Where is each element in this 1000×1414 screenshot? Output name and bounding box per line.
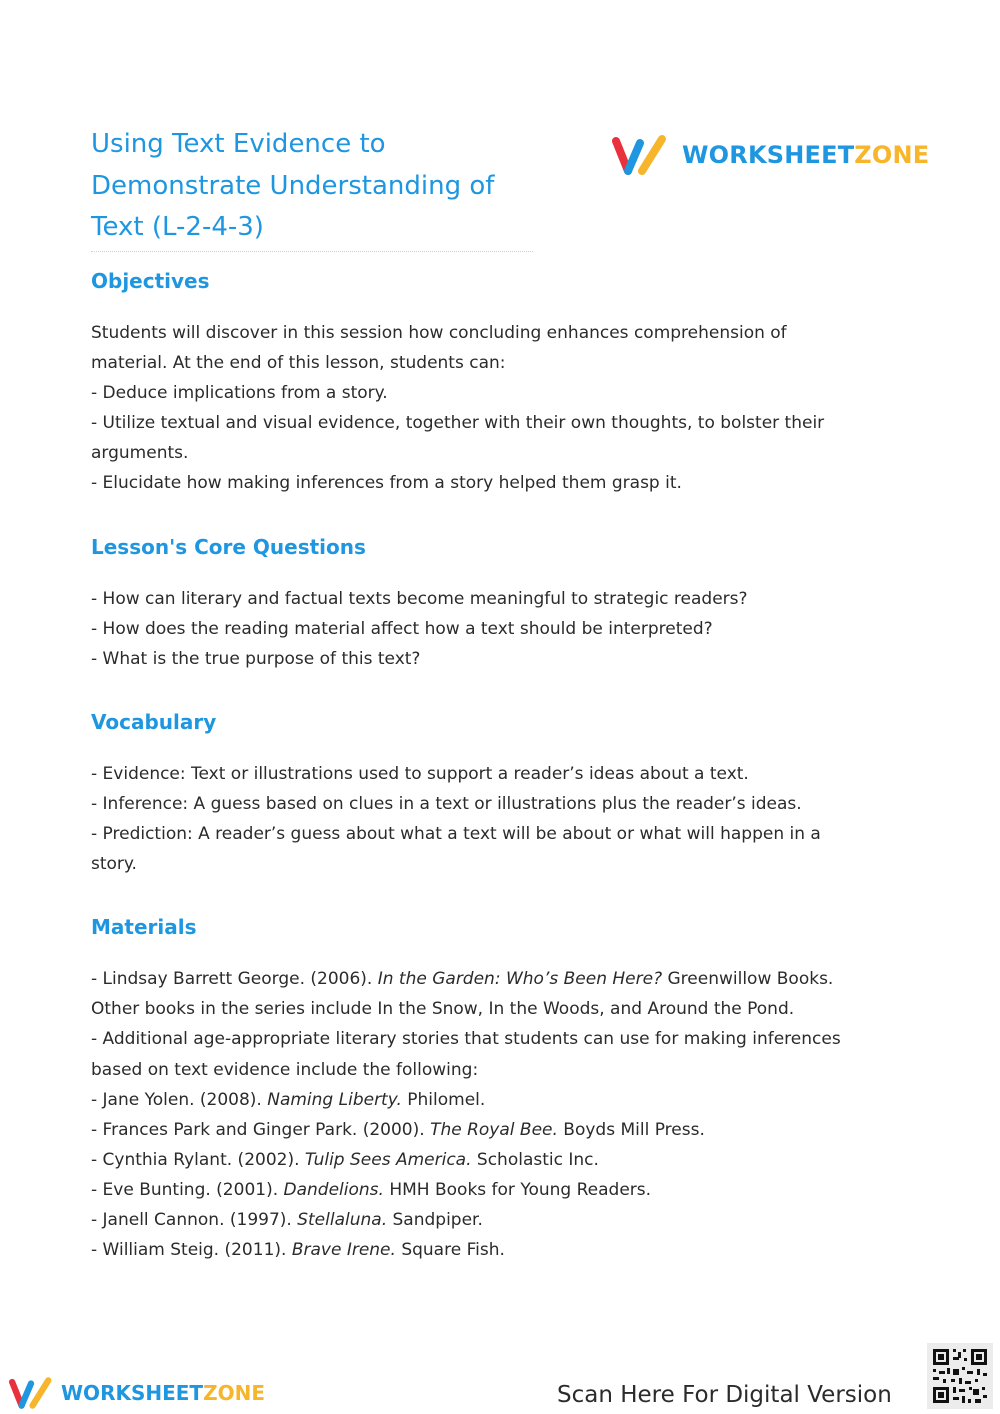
text-line: story. [91, 854, 137, 875]
book-line: - Jane Yolen. (2008). Naming Liberty. Philomel. [91, 1089, 486, 1110]
book-title: The Royal Bee. [430, 1119, 558, 1140]
text-line: - Deduce implications from a story. [91, 383, 388, 404]
text-line: - How does the reading material affect how a text should be interpreted? [91, 618, 713, 639]
book-title: Dandelions. [283, 1179, 384, 1200]
book-title: Naming Liberty. [267, 1089, 402, 1110]
brand-wordmark-part1: WORKSHEET [682, 141, 855, 169]
text-line: - Elucidate how making inferences from a story helped them grasp it. [91, 473, 682, 494]
title-divider [91, 251, 533, 252]
section-heading: Objectives [91, 269, 210, 293]
qr-code-icon [927, 1343, 993, 1409]
text-line: Other books in the series include In the Snow, In the Woods, and Around the Pond. [91, 999, 795, 1020]
text-line: - Inference: A guess based on clues in a text or illustrations plus the reader’s ideas. [91, 793, 802, 814]
text-line: Students will discover in this session how concluding enhances comprehension of [91, 323, 787, 343]
section-heading: Materials [91, 915, 197, 940]
book-line: - Cynthia Rylant. (2002). Tulip Sees America. Scholastic Inc. [91, 1149, 599, 1170]
text-line: - Additional age-appropriate literary stories that students can use for making inferences [91, 1029, 841, 1050]
book-title: Stellaluna. [297, 1209, 388, 1230]
book-line: - Eve Bunting. (2001). Dandelions. HMH Books for Young Readers. [91, 1179, 652, 1200]
section-heading: Vocabulary [91, 709, 217, 734]
section-vocabulary [91, 705, 891, 879]
footer-wordmark [61, 1381, 265, 1405]
footer-wordmark-part1: WORKSHEET [61, 1381, 204, 1405]
brand-wordmark [682, 141, 929, 169]
section-materials [91, 910, 891, 1265]
text-line: arguments. [91, 443, 189, 464]
book-line: - Frances Park and Ginger Park. (2000). The Royal Bee. Boyds Mill Press. [91, 1119, 705, 1140]
text-line: - Utilize textual and visual evidence, together with their own thoughts, to bolster their [91, 413, 825, 434]
material-line: - Lindsay Barrett George. (2006). In the Garden: Who’s Been Here? Greenwillow Books. [91, 969, 834, 990]
text-line: - Prediction: A reader’s guess about what a text will be about or what will happen in a [91, 824, 821, 845]
section-core-questions [91, 530, 891, 674]
text-line: - Evidence: Text or illustrations used to support a reader’s ideas about a text. [91, 763, 749, 784]
text-line: - How can literary and factual texts become meaningful to strategic readers? [91, 588, 748, 609]
book-title: Tulip Sees America. [304, 1149, 472, 1170]
book-title: In the Garden: Who’s Been Here? [377, 969, 663, 990]
section-objectives [91, 264, 891, 499]
lesson-content [91, 264, 891, 1296]
text-line: material. At the end of this lesson, students can: [91, 353, 506, 374]
qr-code[interactable] [927, 1343, 993, 1409]
book-line: - Janell Cannon. (1997). Stellaluna. Sandpiper. [91, 1209, 483, 1230]
section-heading: Lesson's Core Questions [91, 534, 366, 559]
text-line: based on text evidence include the following: [91, 1059, 479, 1080]
worksheetzone-logo-icon [612, 133, 668, 177]
brand-wordmark-part2: ZONE [854, 141, 930, 169]
footer-wordmark-part2: ZONE [203, 1381, 265, 1405]
scan-prompt: Scan Here For Digital Version [557, 1382, 892, 1408]
book-line: - William Steig. (2011). Brave Irene. Square Fish. [91, 1240, 505, 1261]
book-title: Brave Irene. [291, 1240, 396, 1261]
page-title: Using Text Evidence to Demonstrate Understanding of Text (L-2-4-3) [91, 129, 495, 242]
footer-brand-logo [9, 1374, 265, 1412]
brand-logo [612, 133, 929, 177]
worksheetzone-logo-icon [9, 1375, 53, 1411]
text-line: - What is the true purpose of this text? [91, 648, 421, 669]
